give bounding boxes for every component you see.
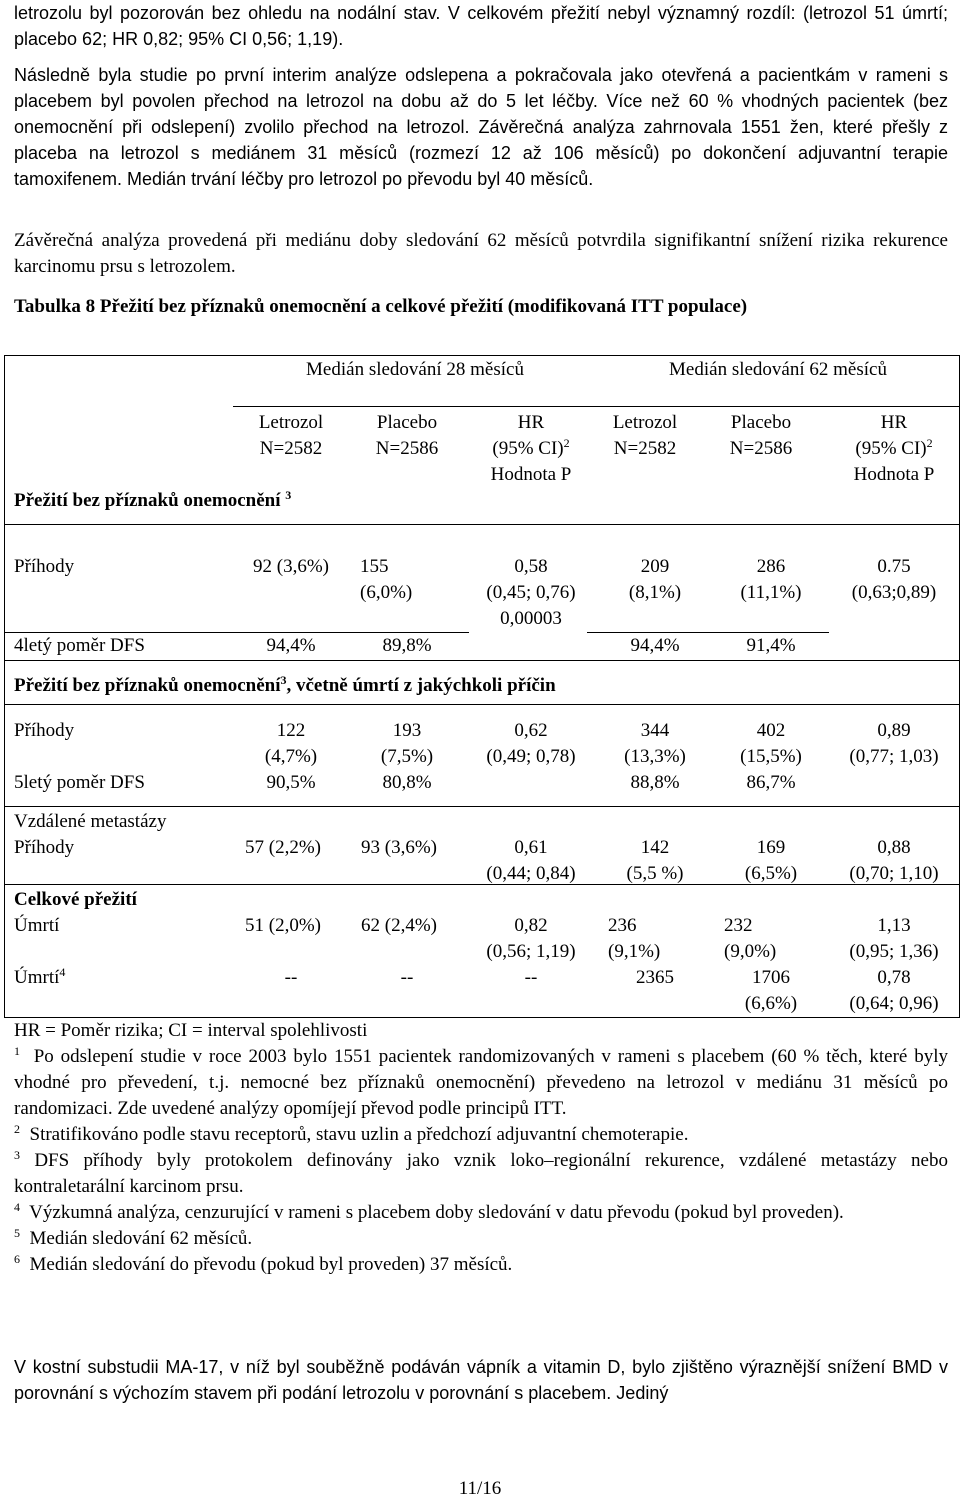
cell-r4-hr28: 0,61 (0,44; 0,84) (486, 837, 576, 884)
group-header-28: Medián sledování 28 měsíců (306, 359, 524, 380)
footnote-abbreviations: HR = Poměr rizika; CI = interval spolehlivosti (14, 1020, 368, 1041)
cell-r5-l62: 236 (9,1%) (608, 915, 661, 962)
group-header-divider (233, 406, 960, 407)
section-distant-metastases: Vzdálené metastázy (14, 811, 167, 832)
footnote-2: $^2$ Stratifikováno podle stavu receptorů, stavu uzlin a předchozí adjuvantní chemoterapie. (14, 1122, 689, 1145)
row2-bottom-rule (4, 660, 960, 661)
row-events-label: Příhody (14, 556, 75, 577)
cell-r1-p28: 155 (6,0%) (360, 556, 413, 603)
cell-r1-l62: 209 (8,1%) (628, 556, 682, 603)
row-dfs4-label: 4letý poměr DFS (14, 635, 145, 656)
cell-r2-p62: 91,4% (746, 635, 796, 656)
section-dfs-all-cause: Přežití bez příznaků onemocnění$^3$, včetně úmrtí z jakýchkoli příčin (14, 673, 556, 696)
cell-r5-hr28: 0,82 (0,56; 1,19) (486, 915, 576, 962)
cell-r1-l28: 92 (3,6%) (253, 556, 329, 577)
cell-r6-p28: -- (400, 967, 414, 988)
cell-r4-l28: 57 (2,2%) (245, 837, 321, 858)
cell-r6-hr28: -- (524, 967, 538, 988)
cell-r6-p62: 1706 (6,6%) (744, 967, 798, 1014)
cell-r3-hr28: 0,62 (0,49; 0,78) (486, 720, 576, 767)
footnote-6: $^6$ Medián sledování do převodu (pokud byl proveden) 37 měsíců. (14, 1252, 513, 1275)
outro-paragraph: V kostní substudii MA-17, v níž byl souběžně podáván vápník a vitamin D, bylo zjištěno výraznější snížení BMD v porovnání s výchozím stavem při podání letrozolu v porovnání s placebem. Jediný (14, 1357, 948, 1403)
cell-r6-l62: 2365 (636, 967, 674, 988)
cell-r3-p62: 402 (15,5%) 86,7% (740, 720, 802, 793)
intro-paragraph-3: Závěrečná analýza provedená při mediánu doby sledování 62 měsíců potvrdila signifikantní snížení rizika rekurence karcinomu prsu s letrozolem. (14, 230, 948, 277)
table-border-left (4, 355, 5, 1018)
cell-r5-hr62: 1,13 (0,95; 1,36) (849, 915, 939, 962)
col-placebo-62: Placebo N=2586 (729, 412, 793, 459)
section-overall-survival: Celkové přežití (14, 889, 137, 910)
footnote-1: $^1$ Po odslepení studie v roce 2003 bylo 1551 pacientek randomizovaných v rameni s placebem (60 % těch, které byly vhodné pro převedení, t.j. nemocné bez příznaků onemocnění) převedeno na letrozol v mediánu 31 měsíců po randomizaci. Zde uvedené analýzy opomíjejí převod podle principů ITT. (14, 1044, 949, 1119)
section-dfs: Přežití bez příznaků onemocnění $^3$ (14, 488, 292, 511)
row3-bottom-rule (4, 806, 960, 807)
cell-r4-p28: 93 (3,6%) (361, 837, 437, 858)
cell-r3-l28: 122 (4,7%) 90,5% (264, 720, 318, 793)
cell-r1-hr62: 0.75 (0,63;0,89) (851, 556, 937, 603)
table-border-top (4, 355, 960, 356)
footnote-5: $^5$ Medián sledování 62 měsíců. (14, 1226, 253, 1249)
row-deaths-label-4: Úmrtí$^4$ (14, 965, 66, 988)
cell-r3-p28: 193 (7,5%) 80,8% (380, 720, 434, 793)
intro-paragraph-1: letrozolu byl pozorován bez ohledu na nodální stav. V celkovém přežití nebyl významný rozdíl: (letrozol 51 úmrtí; placebo 62; HR 0,82; 95% CI 0,56; 1,19). (14, 3, 948, 49)
footnote-3: $^3$ DFS příhody byly protokolem definovány jako vznik loko–regionální rekurence, vzdálené metastázy nebo kontraletarální karcinom prsu. (14, 1148, 948, 1197)
cell-r1-p62: 286 (11,1%) (740, 556, 802, 603)
cell-r2-l28: 94,4% (266, 635, 316, 656)
footnote-4: $^4$ Výzkumná analýza, cenzurující v rameni s placebem doby sledování v datu převodu (pokud byl proveden). (14, 1200, 844, 1223)
cell-r5-l28: 51 (2,0%) (245, 915, 321, 936)
cell-r4-hr62: 0,88 (0,70; 1,10) (849, 837, 939, 884)
cell-r5-p62: 232 (9,0%) (724, 915, 777, 962)
cell-r5-p28: 62 (2,4%) (361, 915, 437, 936)
row4-bottom-rule (4, 884, 960, 885)
cell-r3-l62: 344 (13,3%) 88,8% (624, 720, 686, 793)
cell-r1-hr28: 0,58 (0,45; 0,76) 0,00003 (486, 556, 576, 629)
cell-r2-l62: 94,4% (630, 635, 680, 656)
header-bottom-rule (4, 524, 960, 525)
row-events-label: Příhody (14, 720, 75, 741)
col-placebo-28: Placebo N=2586 (375, 412, 439, 459)
section-all-rule (4, 704, 960, 705)
row-dfs5-label: 5letý poměr DFS (14, 772, 145, 793)
intro-paragraph-2: Následně byla studie po první interim analýze odslepena a pokračovala jako otevřená a pacientkám v rameni s placebem byl povolen přechod na letrozol na dobu až do 5 let léčby. Více než 60 % vhodných pacientek (bez onemocnění při odslepení) zvolilo přechod na letrozol. Závěrečná analýza zahrnovala 1551 žen, které přešly z placeba na letrozol s mediánem 31 měsíců (rozmezí 12 až 106 měsíců) po dokončení adjuvantní terapie tamoxifenem. Medián trvání léčby pro letrozol po převodu byl 40 měsíců. (14, 65, 948, 189)
page-number: 11/16 (458, 1478, 502, 1499)
table-footnotes (14, 1018, 948, 1278)
row-events-label: Příhody (14, 837, 75, 858)
cell-r4-p62: 169 (6,5%) (744, 837, 798, 884)
cell-r4-l62: 142 (5,5 %) (626, 837, 684, 884)
table-title: Tabulka 8 Přežití bez příznaků onemocnění a celkové přežití (modifikovaná ITT populace) (14, 296, 748, 317)
col-letrozol-62: Letrozol N=2582 (612, 412, 678, 459)
col-hr-62: HR (95% CI)$^2$ Hodnota P (853, 412, 935, 485)
group-header-62: Medián sledování 62 měsíců (669, 359, 887, 380)
cell-r3-hr62: 0,89 (0,77; 1,03) (849, 720, 939, 767)
row-deaths-label: Úmrtí (14, 915, 60, 936)
col-letrozol-28: Letrozol N=2582 (258, 412, 324, 459)
cell-r2-p28: 89,8% (382, 635, 432, 656)
cell-r6-l28: -- (284, 967, 298, 988)
cell-r6-hr62: 0,78 (0,64; 0,96) (849, 967, 939, 1014)
col-hr-28: HR (95% CI)$^2$ Hodnota P (490, 412, 572, 485)
